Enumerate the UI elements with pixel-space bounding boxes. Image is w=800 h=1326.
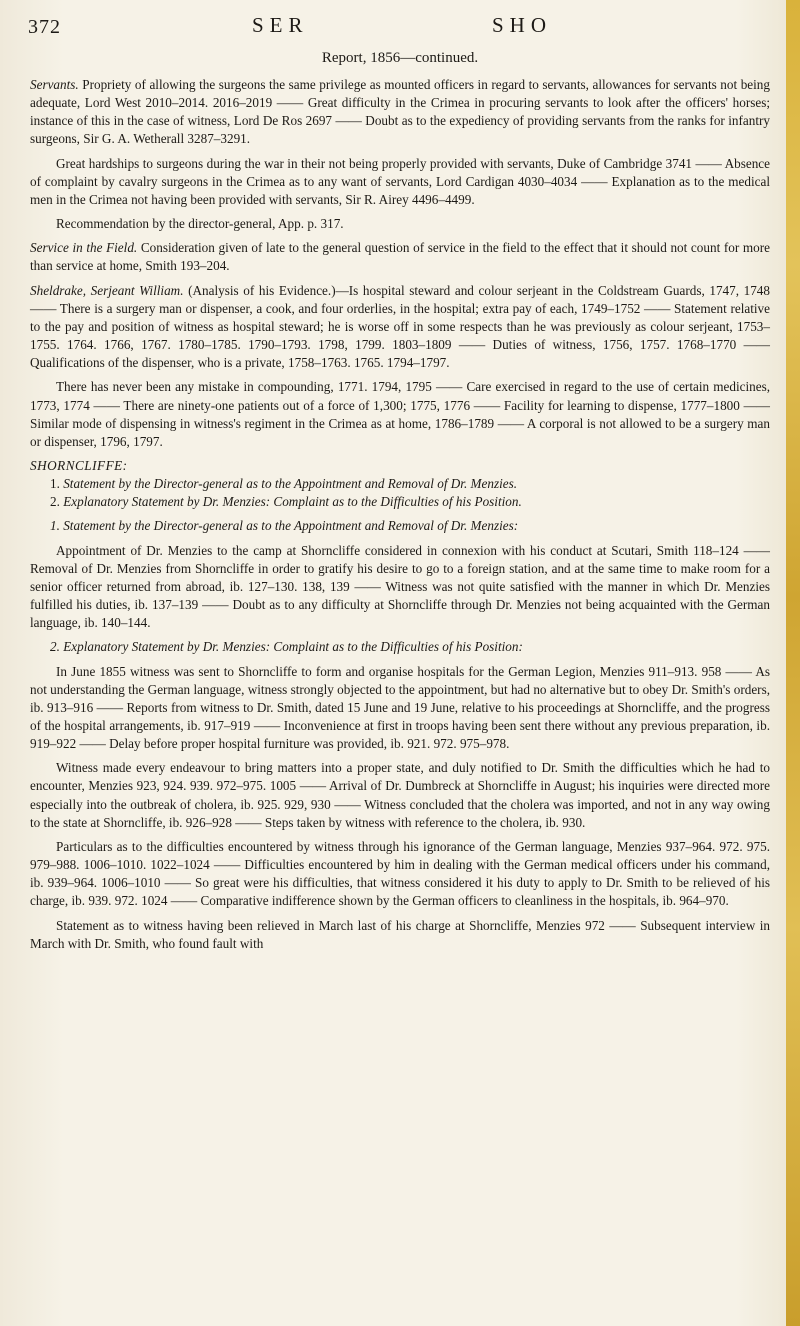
shorncliffe-section-text: Particulars as to the difficulties encountered by witness through his ignorance of the German language, Menzies 937–964. 972. 975. 979–988. 1006–1010. 1022–1024 —— Difficulties encountered by him in dealing with the German medical officers under his command, ib. 939–964. 1006–1010 —— So great were his difficulties, that witness considered it his duty to apply to Dr. Smith to be relieved of his charge, ib. 939. 972. 1024 —— Comparative indifference shown by the German officers to cleanliness in the hospitals, ib. 964–970. <box>30 838 770 909</box>
running-head-right: SHO <box>492 13 553 37</box>
shorncliffe-section-text: Witness made every endeavour to bring matters into a proper state, and duly notified to Dr. Smith the difficulties which he had to encounter, Menzies 923, 924. 939. 972–975. 1005 —— Arrival of Dr. Dumbreck at Shorncliffe in August; his inquiries were directed more especially into the outbreak of cholera, ib. 925. 929, 930 —— Witness concluded that the cholera was imported, and not in any way owing to the state at Shorncliffe, ib. 926–928 —— Steps taken by witness with reference to the cholera, ib. 930. <box>30 760 770 830</box>
entry-term: Service in the Field. <box>30 240 138 256</box>
page-edge-stain <box>786 0 800 1326</box>
entry-sheldrake-para: There has never been any mistake in compounding, 1771. 1794, 1795 —— Care exercised in regard to the use of certain medicines, 1773, 1774 —— There are ninety-one patients out of a force of 1,300; 1775, 1776 —— Facility for learning to dispense, 1777–1800 —— Similar mode of dispensing in witness's regiment in the Crimea as at home, 1786–1789 —— A corporal is not allowed to be a surgery man or dispenser, 1796, 1797. <box>30 379 770 449</box>
entry-servants <box>30 76 770 149</box>
entry-term: Sheldrake, Serjeant William. <box>30 282 184 298</box>
shorncliffe-contents-item: 2. Explanatory Statement by Dr. Menzies: Complaint as to the Difficulties of his Position. <box>50 494 522 510</box>
entry-sheldrake <box>30 282 770 373</box>
shorncliffe-section-heading: 1. Statement by the Director-general as to the Appointment and Removal of Dr. Menzies: <box>50 518 519 534</box>
shorncliffe-contents-item: 1. Statement by the Director-general as to the Appointment and Removal of Dr. Menzies. <box>50 476 518 492</box>
entry-service-field <box>30 239 770 275</box>
running-head-left: SER <box>252 13 309 37</box>
shorncliffe-section-text: Statement as to witness having been relieved in March last of his charge at Shorncliffe, Menzies 972 —— Subsequent interview in March with Dr. Smith, who found fault with <box>30 917 770 951</box>
shorncliffe-section-heading: 2. Explanatory Statement by Dr. Menzies: Complaint as to the Difficulties of his Position: <box>50 639 523 655</box>
index-body <box>30 76 770 959</box>
entry-servants-para: Recommendation by the director-general, App. p. 317. <box>56 216 344 232</box>
entry-text: Consideration given of late to the general question of service in the field to the effect that it should not count for more than service at home, Smith 193–204. <box>30 240 770 274</box>
entry-text: (Analysis of his Evidence.)—Is hospital steward and colour serjeant in the Coldstream Guards, 1747, 1748 —— There is a surgery man or dispenser, a cook, and four orderlies, in the hospital; extra pay of each, 1749–1752 —— Statement relative to the pay and position of witness as hospital steward; he is worse off in some respects than he was previously as colour serjeant, 1753–1755. 1764. 1766, 1767. 1780–1785. 1790–1793. 1798, 1799. 1803–1809 —— Duties of witness, 1756, 1757. 1768–1770 —— Qualifications of the dispenser, who is a private, 1758–1763. 1765. 1794–1797. <box>30 282 770 371</box>
report-heading: Report, 1856—continued. <box>321 50 479 66</box>
entry-term: Servants. <box>30 77 79 92</box>
shorncliffe-section-text: Appointment of Dr. Menzies to the camp at Shorncliffe considered in connexion with his conduct at Scutari, Smith 118–124 —— Removal of Dr. Menzies from Shorncliffe in order to gratify his desire to go to a foreign station, and at the same time to make room for a senior officer returned from abroad, ib. 127–130. 138, 139 —— Witness was not quite satisfied with the manner in which Dr. Menzies fulfilled his duties, ib. 137–139 —— Doubt as to any difficulty at Shorncliffe through Dr. Menzies not being acquainted with the German language, ib. 140–144. <box>30 542 770 631</box>
page-number: 372 <box>28 16 61 38</box>
shorncliffe-section-text: In June 1855 witness was sent to Shorncliffe to form and organise hospitals for the German Legion, Menzies 911–913. 958 —— As not understanding the German language, witness strongly objected to the appointment, but had no alternative but to obey Dr. Smith's orders, ib. 913–916 —— Reports from witness to Dr. Smith, dated 15 June and 19 June, relative to his proceedings at Shorncliffe, and the progress of the hospital arrangements, ib. 917–919 —— Inconvenience at first in troops having been sent there without any previous preparation, ib. 919–922 —— Delay before proper hospital furniture was provided, ib. 921. 972. 975–978. <box>30 663 770 752</box>
entry-shorncliffe-title: SHORNCLIFFE: <box>30 457 128 473</box>
entry-servants-para: Great hardships to surgeons during the war in their not being properly provided with servants, Duke of Cambridge 3741 —— Absence of complaint by cavalry surgeons in the Crimea as to any want of servants, Lord Cardigan 4030–4034 —— Explanation as to the medical men in the Crimea not having been provided with servants, Sir R. Airey 4496–4499. <box>30 155 770 207</box>
entry-text: Propriety of allowing the surgeons the same privilege as mounted officers in regard to servants, allowances for servants not being adequate, Lord West 2010–2014. 2016–2019 —— Great difficulty in the Crimea in procuring servants to look after the officers' horses; instance of this in the case of witness, Lord De Ros 2697 —— Doubt as to the expediency of providing servants from the ranks for infantry surgeons, Sir G. A. Wetherall 3287–3291. <box>30 77 770 147</box>
